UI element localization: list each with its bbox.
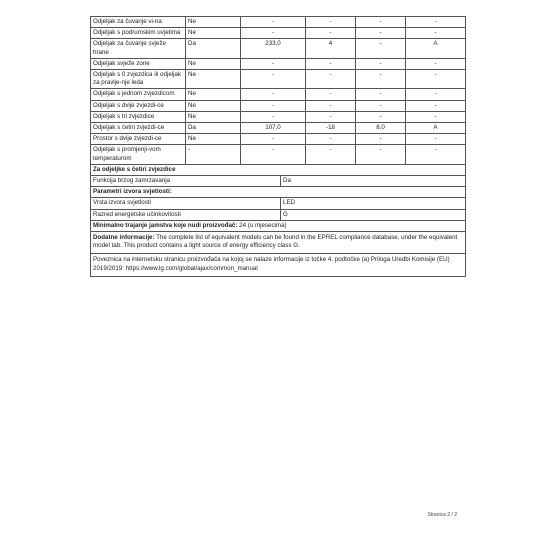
link-cell: Poveznica na internetsku stranicu proizvođača na kojoj se nalaze informacije iz točke 4. podtočke (a) Priloga Uredbi Komisije (EU) 2019/2019: https://www.lg.com/global/ajax/common_manual — [91, 254, 466, 276]
compartment-row — [91, 70, 466, 89]
compartment-present: Ne — [186, 89, 241, 100]
compartment-present: Ne — [186, 134, 241, 145]
compartment-temperature: - — [306, 89, 356, 100]
compartment-energy: - — [356, 134, 406, 145]
compartment-energy: 8,0 — [356, 123, 406, 134]
additional-row — [91, 232, 466, 254]
compartment-name: Odjeljak s 0 zvjezdica ili odjeljak za pravlje-nje leda — [91, 70, 186, 89]
compartment-climate: A — [406, 123, 466, 134]
compartment-name: Odjeljak s podrumskim uvjetima — [91, 28, 186, 39]
compartment-climate: - — [406, 145, 466, 164]
compartment-temperature: - — [306, 28, 356, 39]
compartment-energy: - — [356, 100, 406, 111]
compartment-climate: - — [406, 134, 466, 145]
compartment-climate: - — [406, 89, 466, 100]
fast-freeze-value: Da — [281, 176, 466, 187]
compartment-present: Ne — [186, 100, 241, 111]
light-header: Parametri izvora svjetlosti: — [91, 187, 466, 198]
light-type-row — [91, 198, 466, 209]
compartment-volume: 233,0 — [241, 39, 306, 58]
compartment-row — [91, 28, 466, 39]
energy-class-label: Razred energetske učinkovitosti — [91, 209, 281, 220]
compartment-volume: - — [241, 100, 306, 111]
compartment-volume: - — [241, 134, 306, 145]
four-star-header: Za odjeljke s četiri zvjezdice — [91, 165, 466, 176]
additional-label: Dodatne informacije: — [93, 234, 155, 242]
compartment-temperature: - — [306, 134, 356, 145]
compartment-row — [91, 17, 466, 28]
compartment-energy: - — [356, 17, 406, 28]
compartment-volume: - — [241, 17, 306, 28]
compartment-energy: - — [356, 89, 406, 100]
compartment-temperature: 4 — [306, 39, 356, 58]
compartment-row — [91, 145, 466, 164]
compartment-volume: - — [241, 28, 306, 39]
four-star-header-row — [91, 165, 466, 176]
compartment-temperature: - — [306, 70, 356, 89]
compartment-temperature: - — [306, 58, 356, 69]
additional-text: The complete list of equivalent models can be found in the EPREL compliance database, under the equivalent model tab. This product contains a light source of energy efficiency class G. — [93, 234, 458, 250]
compartment-name: Odjeljak za čuvanje svježe hrane — [91, 39, 186, 58]
compartment-volume: - — [241, 89, 306, 100]
compartment-present: Ne — [186, 58, 241, 69]
additional-cell — [91, 232, 466, 254]
compartment-name: Odjeljak s četiri zvjezdi-ce — [91, 123, 186, 134]
compartment-name: Odjeljak svježe zone — [91, 58, 186, 69]
link-row — [91, 254, 466, 276]
compartment-energy: - — [356, 58, 406, 69]
compartment-row — [91, 58, 466, 69]
compartment-row — [91, 100, 466, 111]
compartment-climate: - — [406, 28, 466, 39]
energy-class-value: G — [281, 209, 466, 220]
compartment-row — [91, 111, 466, 122]
compartment-name: Prostor s dvije zvjezdi-ce — [91, 134, 186, 145]
compartment-present: Ne — [186, 17, 241, 28]
compartment-volume: 107,0 — [241, 123, 306, 134]
compartment-energy: - — [356, 111, 406, 122]
compartment-climate: - — [406, 111, 466, 122]
compartment-climate: A — [406, 39, 466, 58]
fast-freeze-label: Funkcija brzog zamrzavanja — [91, 176, 281, 187]
light-header-row — [91, 187, 466, 198]
compartment-energy: - — [356, 39, 406, 58]
compartment-present: Da — [186, 39, 241, 58]
compartment-temperature: - — [306, 100, 356, 111]
compartment-volume: - — [241, 58, 306, 69]
compartment-row — [91, 123, 466, 134]
spec-sheet — [90, 16, 465, 277]
compartment-name: Odjeljak s tri zvjezdice — [91, 111, 186, 122]
light-type-label: Vrsta izvora svjetlosti — [91, 198, 281, 209]
page-number: Stranica 2 / 2 — [427, 512, 457, 518]
compartments-table — [90, 16, 466, 165]
warranty-value: 24 (u mjesecima) — [239, 221, 287, 229]
compartment-volume: - — [241, 145, 306, 164]
compartment-climate: - — [406, 70, 466, 89]
fast-freeze-row — [91, 176, 466, 187]
compartment-climate: - — [406, 17, 466, 28]
warranty-row — [91, 220, 466, 231]
compartment-energy: - — [356, 70, 406, 89]
details-table — [90, 165, 466, 277]
compartment-name: Odjeljak s dvije zvjezdi-ce — [91, 100, 186, 111]
compartment-temperature: - — [306, 111, 356, 122]
compartment-volume: - — [241, 111, 306, 122]
compartment-present: Da — [186, 123, 241, 134]
compartment-climate: - — [406, 100, 466, 111]
compartment-volume: - — [241, 70, 306, 89]
warranty-cell — [91, 220, 466, 231]
compartment-present: Ne — [186, 111, 241, 122]
compartments-body — [91, 17, 466, 165]
compartment-name: Odjeljak s jednom zvjezdicom — [91, 89, 186, 100]
compartment-temperature: - — [306, 145, 356, 164]
compartment-row — [91, 39, 466, 58]
compartment-row — [91, 134, 466, 145]
compartment-energy: - — [356, 28, 406, 39]
compartment-row — [91, 89, 466, 100]
compartment-name: Odjeljak za čuvanje vi-na — [91, 17, 186, 28]
energy-class-row — [91, 209, 466, 220]
compartment-temperature: -18 — [306, 123, 356, 134]
compartment-climate: - — [406, 58, 466, 69]
compartment-present: Ne — [186, 28, 241, 39]
warranty-label: Minimalno trajanje jamstva koje nudi proizvođač: — [93, 221, 238, 229]
compartment-temperature: - — [306, 17, 356, 28]
compartment-name: Odjeljak s promjenji-vom temperaturom — [91, 145, 186, 164]
compartment-present: - — [186, 145, 241, 164]
compartment-energy: - — [356, 145, 406, 164]
light-type-value: LED — [281, 198, 466, 209]
compartment-present: Ne — [186, 70, 241, 89]
